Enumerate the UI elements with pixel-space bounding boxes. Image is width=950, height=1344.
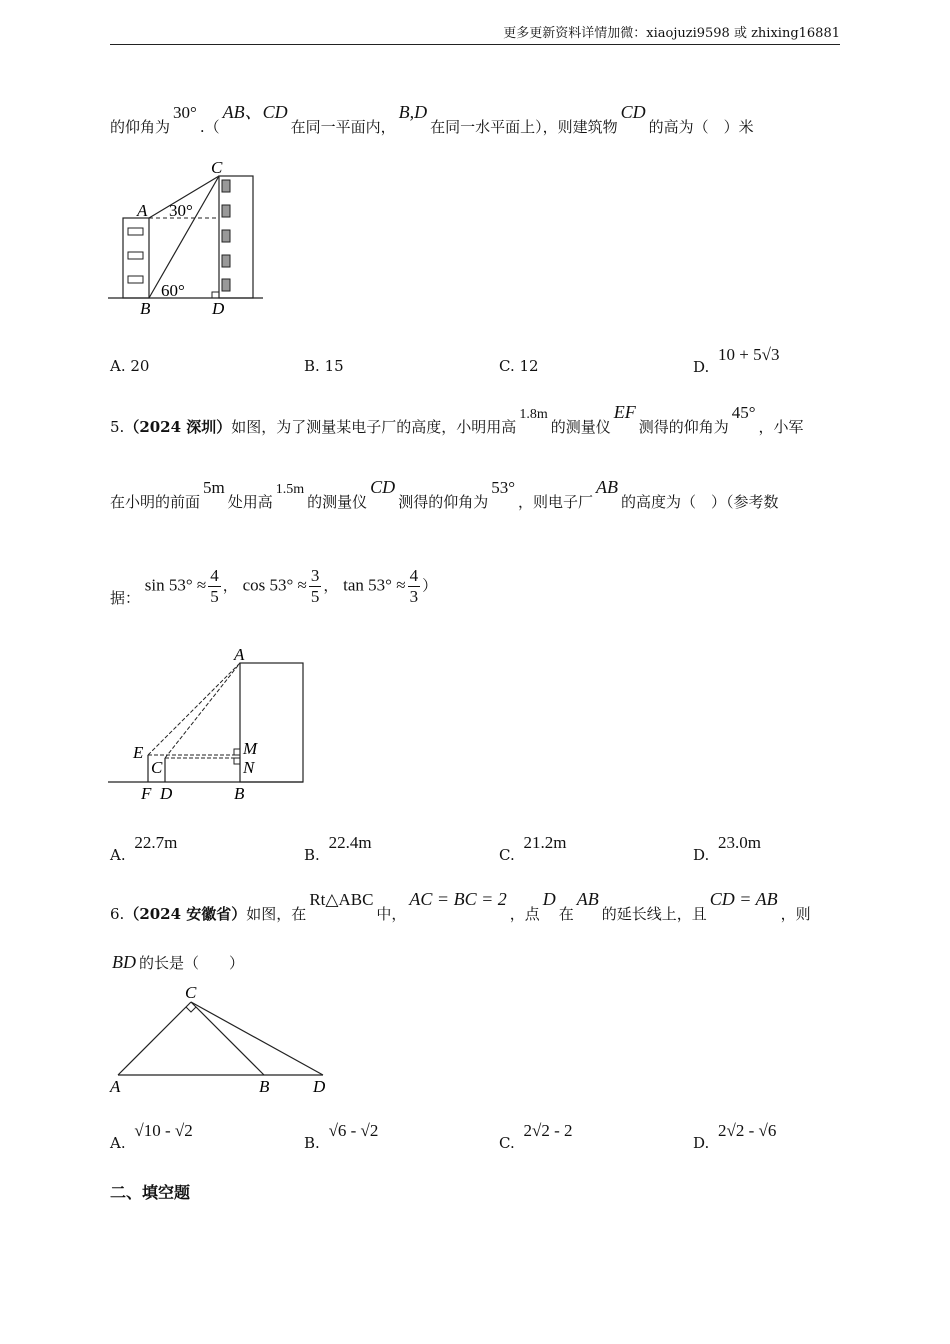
q5-figure — [108, 645, 308, 805]
header-text: 更多更新资料详情加微：xiaojuzi9598 或 zhixing16881 — [503, 26, 840, 41]
q6-option-c[interactable]: C. 2√2 - 2 — [499, 1121, 573, 1152]
q5-label-E: E — [133, 743, 144, 762]
q4-option-c[interactable]: C. 12 — [499, 357, 539, 375]
q6-stem-line2: BD 的长是（ ） — [112, 952, 245, 972]
q6-option-b[interactable]: B. √6 - √2 — [304, 1121, 379, 1152]
q4-label-C: C — [211, 158, 223, 177]
q5-label-D: D — [160, 784, 173, 803]
q5-reference-data: 据： sin 53° ≈ $\frac{4}{5}$ ， cos 53° ≈ $\frac{3}{5}$ ， tan 53° ≈ $\frac{4}{3}$ ） — [110, 566, 438, 607]
q5-option-b[interactable]: B. 22.4m — [304, 833, 372, 864]
q6-stem-line1: 6.（2024 安徽省）如图，在Rt△ABC中，AC = BC = 2，点D在AB的延长线上，且CD = AB，则 — [110, 889, 811, 923]
q6-label-C: C — [185, 983, 197, 1002]
frac-sin: $\frac{4}{5}$ — [210, 566, 219, 606]
q6-option-d[interactable]: D. 2√2 - √6 — [693, 1121, 777, 1152]
page-header — [110, 24, 840, 45]
q4-option-d[interactable]: D. 10 + 5√3 — [693, 345, 780, 376]
section-title: 二、填空题 — [110, 1183, 191, 1202]
q6-option-a[interactable]: A. √10 - √2 — [110, 1121, 193, 1152]
q4-option-b[interactable]: B. 15 — [304, 357, 344, 375]
q4-label-B: B — [140, 299, 151, 318]
q5-stem-line1: 5.（2024 深圳）如图，为了测量某电子厂的高度，小明用高1.8m的测量仪EF测得的仰角为45°，小军 — [110, 402, 804, 436]
q5-label-C: C — [151, 758, 163, 777]
q5-label-M: M — [243, 739, 258, 758]
q6-figure — [108, 982, 338, 1097]
q5-option-a[interactable]: A. 22.7m — [110, 833, 178, 864]
q5-label-N: N — [243, 758, 255, 777]
frac-tan: $\frac{4}{3}$ — [409, 566, 419, 606]
q6-label-B: B — [259, 1077, 270, 1096]
q6-label-D: D — [313, 1077, 326, 1096]
frac-cos: $\frac{3}{5}$ — [310, 566, 320, 606]
q5-stem-line2: 在小明的前面5m处用高1.5m的测量仪CD测得的仰角为53°，则电子厂AB的高度为（ ）（参考数 — [110, 477, 779, 511]
q4-angle-60: 60° — [161, 281, 185, 300]
q5-option-d[interactable]: D. 23.0m — [693, 833, 762, 864]
q5-label-A: A — [234, 645, 245, 664]
q4-label-D: D — [212, 299, 225, 318]
q5-label-F: F — [141, 784, 152, 803]
q4-stem: 的仰角为30°.（AB、CD在同一平面内，B,D在同一水平面上），则建筑物CD的高为（ ）米 — [110, 102, 754, 136]
q4-figure — [108, 158, 268, 318]
q4-angle-30: 30° — [169, 201, 193, 220]
q5-label-B: B — [234, 784, 245, 803]
q5-option-c[interactable]: C. 21.2m — [499, 833, 567, 864]
q6-label-A: A — [110, 1077, 121, 1096]
q4-label-A: A — [137, 201, 148, 220]
q4-option-a[interactable]: A. 20 — [110, 357, 150, 375]
